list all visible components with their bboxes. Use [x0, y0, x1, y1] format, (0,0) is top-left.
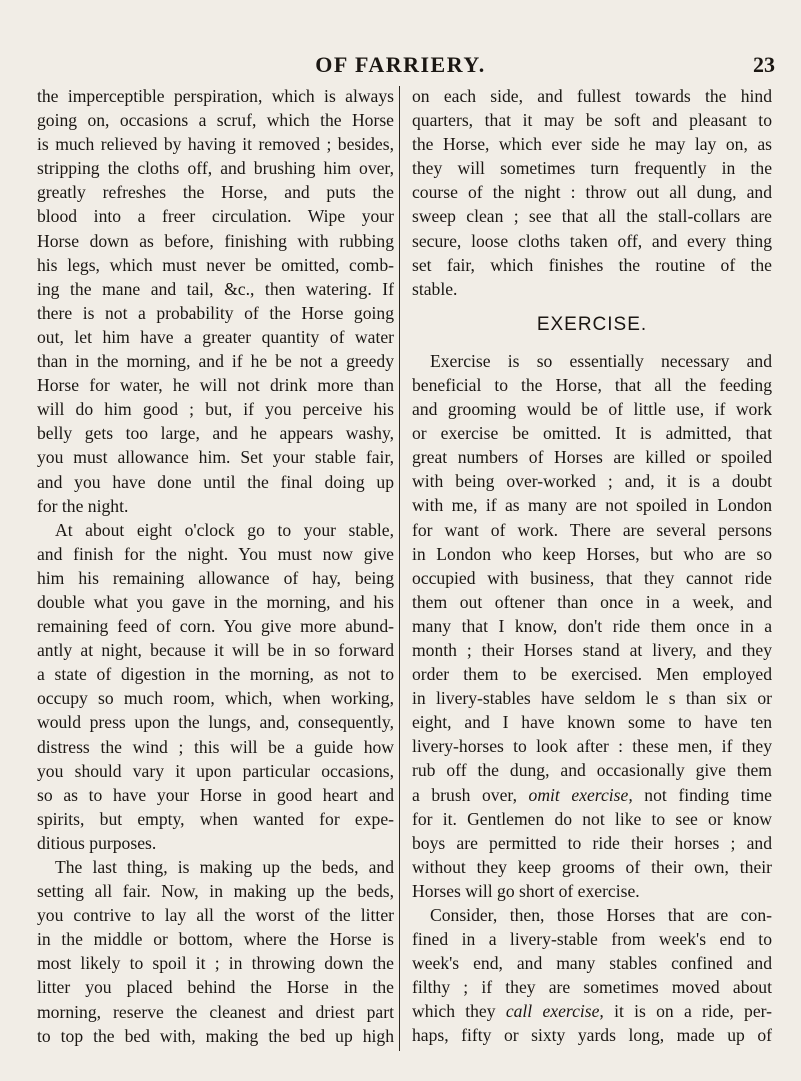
text-line: secure, loose cloths taken off, and every thing	[412, 230, 772, 251]
text-line: stable.	[412, 278, 458, 299]
right-column	[412, 84, 772, 1048]
text-line: livery-horses to look after : these men, if they	[412, 736, 772, 757]
text-line: for want of work. There are several persons	[412, 519, 772, 540]
text-line: and grooming would be of little use, if work	[412, 399, 772, 420]
text-line: Horses will go short of exercise.	[412, 880, 640, 901]
text-line: course of the night : throw out all dung, and	[412, 182, 772, 203]
text-line: for it. Gentlemen do not like to see or know	[412, 808, 772, 829]
text-line: will do him good ; but, if you perceive his	[37, 399, 394, 420]
text-line: you must allowance him. Set your stable fair,	[37, 447, 394, 468]
text-line: The last thing, is making up the beds, and	[55, 857, 394, 877]
text-line: in the middle or bottom, where the Horse is	[37, 929, 394, 950]
text-line: Horse down as before, finishing with rubbing	[37, 230, 394, 251]
page-number: 23	[753, 52, 775, 77]
text-segment: not finding time	[644, 784, 772, 805]
left-column	[37, 84, 394, 1048]
text-line: ing the mane and tail, &c., then watering. If	[37, 278, 394, 299]
text-segment: which they	[412, 1001, 496, 1022]
text-line: ditious purposes.	[37, 832, 157, 853]
text-line: for the night.	[37, 495, 129, 516]
italic-segment: call exercise,	[505, 1001, 604, 1022]
text-line: you contrive to lay all the worst of the litter	[37, 905, 394, 926]
text-line: out, let him have a greater quantity of water	[37, 326, 394, 347]
text-line: Consider, then, those Horses that are con-	[430, 905, 772, 925]
text-line: Exercise is so essentially necessary and	[430, 350, 772, 371]
text-line: the Horse, which ever side he may lay on, as	[412, 134, 772, 155]
text-line: setting all fair. Now, in making up the beds,	[37, 881, 394, 902]
text-line: with being over-worked ; and, it is a doubt	[412, 471, 772, 492]
text-line: remaining feed of corn. You give more abund-	[37, 616, 394, 637]
text-line: the imperceptible perspiration, which is always	[37, 86, 394, 106]
text-line: on each side, and fullest towards the hind	[412, 86, 772, 106]
text-line: most likely to spoil it ; in throwing down the	[37, 953, 394, 974]
text-line: there is not a probability of the Horse going	[37, 302, 394, 323]
page-header	[0, 52, 801, 80]
text-line: and you have done until the final doing up	[37, 471, 394, 492]
text-line: beneficial to the Horse, that all the feeding	[412, 374, 772, 395]
text-line: double what you gave in the morning, and his	[37, 591, 394, 612]
text-line: in livery-stables have seldom le s than six or	[412, 688, 772, 709]
text-line: his legs, which must never be omitted, comb-	[37, 254, 394, 275]
text-line-mixed	[412, 783, 772, 807]
text-line: quarters, that it may be soft and pleasant to	[412, 110, 772, 131]
text-line: Horse for water, he will not drink more than	[37, 375, 394, 396]
text-line-mixed	[412, 999, 772, 1023]
text-line: to top the bed with, making the bed up high	[37, 1025, 394, 1046]
text-line: great numbers of Horses are killed or spoiled	[412, 447, 772, 468]
text-line: week's end, and many stables confined and	[412, 953, 772, 974]
text-line: greatly refreshes the Horse, and puts the	[37, 182, 394, 203]
text-line: him his remaining allowance of hay, being	[37, 567, 394, 588]
section-heading: EXERCISE.	[536, 313, 648, 335]
text-line: many that I know, don't ride them once in a	[412, 615, 772, 636]
text-line: stripping the cloths off, and brushing him over,	[37, 158, 394, 179]
running-title: OF FARRIERY.	[315, 52, 486, 77]
text-line: rub off the dung, and occasionally give them	[412, 760, 772, 781]
text-line: spirits, but empty, when wanted for expe-	[37, 808, 394, 829]
text-line: they will sometimes turn frequently in the	[412, 158, 772, 179]
text-line: At about eight o'clock go to your stable,	[55, 519, 394, 540]
text-line: than in the morning, and if he be not a greedy	[37, 351, 394, 372]
text-line: sweep clean ; see that all the stall-collars are	[412, 206, 772, 227]
text-line: fined in a livery-stable from week's end to	[412, 929, 772, 950]
text-line: is much relieved by having it removed ; besides,	[37, 134, 394, 155]
text-line: order them to be exercised. Men employed	[412, 664, 772, 685]
italic-segment: omit exercise,	[528, 784, 633, 805]
text-line: boys are permitted to ride their horses ; and	[412, 832, 772, 853]
text-line: without they keep grooms of their own, their	[412, 856, 772, 877]
text-line: antly at night, because it will be in so forward	[37, 640, 394, 661]
text-line: them out oftener than once in a week, and	[412, 591, 772, 612]
text-line: morning, reserve the cleanest and driest part	[37, 1001, 394, 1022]
text-line: filthy ; if they are sometimes moved about	[412, 977, 772, 998]
text-line: you should vary it upon particular occasions,	[37, 760, 394, 781]
text-line: a state of digestion in the morning, as not to	[37, 664, 394, 685]
text-line: or exercise be omitted. It is admitted, that	[412, 423, 772, 444]
text-line: going on, occasions a scruf, which the Horse	[37, 110, 394, 131]
text-line: blood into a freer circulation. Wipe your	[37, 206, 394, 227]
text-line: and finish for the night. You must now give	[37, 543, 394, 564]
column-divider	[399, 86, 400, 1051]
text-line: so as to have your Horse in good heart and	[37, 784, 394, 805]
text-line: occupy so much room, which, when working,	[37, 688, 394, 709]
text-line: would press upon the lungs, and, consequently,	[37, 712, 394, 733]
text-line: eight, and I have known some to have ten	[412, 712, 772, 733]
text-line: occupied with business, that they cannot ride	[412, 567, 772, 588]
text-line: in London who keep Horses, but who are so	[412, 543, 772, 564]
text-line: with me, if as many are not spoiled in London	[412, 495, 772, 516]
text-line: set fair, which finishes the routine of the	[412, 254, 772, 275]
text-line: month ; their Horses stand at livery, and they	[412, 639, 772, 660]
text-line: haps, fifty or sixty yards long, made up of	[412, 1025, 772, 1046]
text-line: belly gets too large, and he appears washy,	[37, 423, 394, 444]
text-line: distress the wind ; this will be a guide how	[37, 736, 394, 757]
text-segment: it is on a ride, per-	[614, 1001, 772, 1022]
text-line: litter you placed behind the Horse in the	[37, 977, 394, 998]
text-segment: a brush over,	[412, 784, 517, 805]
